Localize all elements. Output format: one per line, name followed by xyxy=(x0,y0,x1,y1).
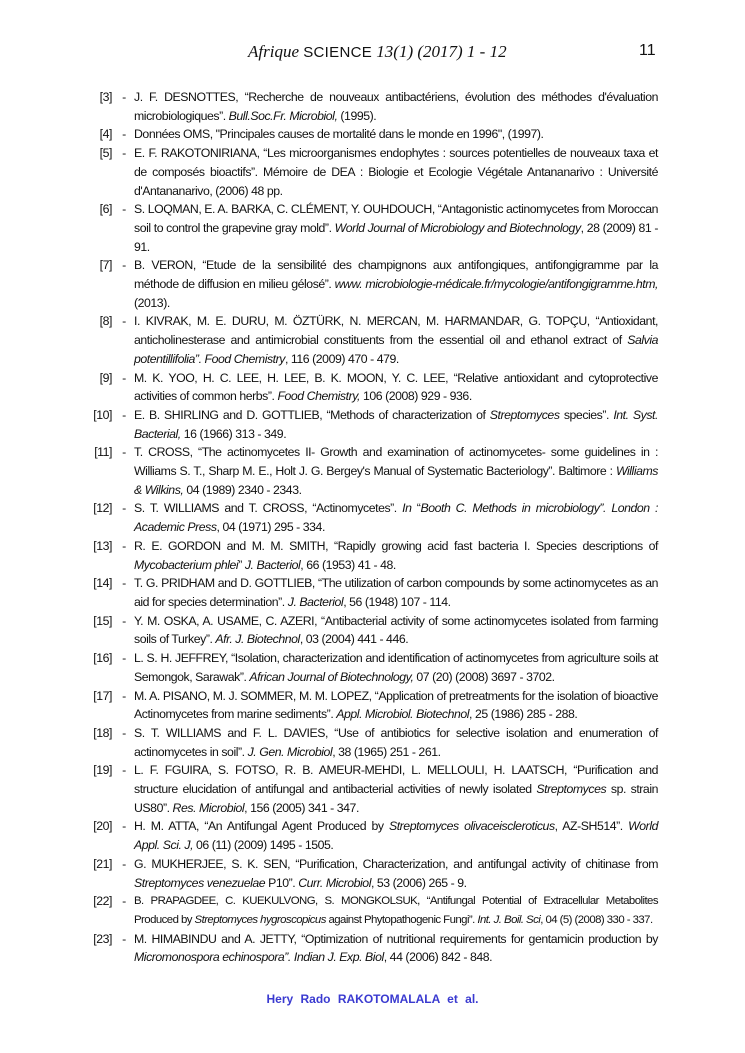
reference-segment: 07 (20) (2008) 3697 - 3702. xyxy=(413,669,555,684)
reference-segment: E. F. RAKOTONIRIANA, “Les microorganismes endophytes : sources potentielles de nouveaux taxa et de composés bioactifs”. Mémoire de DEA : Biologie et Ecologie Végétale Antananarivo : Université d'Antananarivo, (2006) 48 pp. xyxy=(134,146,658,198)
reference-number: [18] xyxy=(93,725,112,740)
reference-italic-segment: Bull.Soc.Fr. Microbiol, xyxy=(228,108,338,123)
reference-segment: R. E. GORDON and M. M. SMITH, “Rapidly growing acid fast bacteria I. Species descriptions of xyxy=(134,538,658,553)
reference-segment: , 116 (2009) 470 - 479. xyxy=(285,351,399,366)
reference-text xyxy=(134,817,658,854)
reference-italic-segment: Mycobacterium phlei xyxy=(134,557,239,572)
reference-item xyxy=(84,930,658,967)
reference-italic-segment: Streptomyces hygroscopicus xyxy=(194,913,326,926)
reference-segment: , 28 (2009) 81 - 91. xyxy=(134,220,658,254)
reference-segment: L. F. FGUIRA, S. FOTSO, R. B. AMEUR-MEHDI, L. MELLOULI, H. LAATSCH, “Purification and structure elucidation of antifungal and antibacterial activities of newly isolated xyxy=(134,763,658,797)
reference-segment: , 04 (5) (2008) 330 - 337. xyxy=(540,913,653,926)
reference-dash: - xyxy=(122,613,126,628)
reference-italic-segment: Int. J. Boil. Sci xyxy=(477,913,541,926)
reference-italic-segment: Williams & Wilkins, xyxy=(134,464,658,497)
journal-name-part: Afrique xyxy=(248,42,299,61)
reference-segment: P10”. xyxy=(265,875,299,890)
journal-title xyxy=(248,42,507,62)
reference-segment: M. K. YOO, H. C. LEE, H. LEE, B. K. MOON, Y. C. LEE, “Relative antioxidant and cytoprotective activities of common herbs”. xyxy=(134,370,658,404)
reference-text xyxy=(134,312,658,368)
reference-number: [4] xyxy=(99,127,112,142)
reference-segment: 06 (11) (2009) 1495 - 1505. xyxy=(193,838,334,853)
reference-number: [8] xyxy=(99,314,112,329)
reference-segment: T. CROSS, “The actinomycetes II- Growth and examination of actinomycetes- some guidelines in : Williams S. T., Sharp M. E., Holt J. G. Bergey's Manual of Systematic Bacteriology”. Baltimore : xyxy=(134,445,658,479)
reference-item xyxy=(84,817,658,854)
reference-segment: S. T. WILLIAMS and F. L. DAVIES, “Use of antibiotics for selective isolation and enumeration of actinomycetes in soil”. xyxy=(134,725,658,759)
reference-number: [14] xyxy=(93,576,112,591)
reference-item xyxy=(84,649,658,686)
reference-segment: S. LOQMAN, E. A. BARKA, C. CLÉMENT, Y. OUHDOUCH, “Antagonistic actinomycetes from Moroccan soil to control the grapevine gray mold”. xyxy=(134,202,658,235)
reference-dash: - xyxy=(122,931,126,946)
reference-text xyxy=(134,406,658,443)
reference-dash: - xyxy=(122,314,126,329)
reference-segment: , 156 (2005) 341 - 347. xyxy=(244,800,359,815)
reference-italic-segment: World Journal of Microbiology and Biotechnology xyxy=(334,220,581,235)
reference-item xyxy=(84,761,658,817)
reference-text xyxy=(134,499,658,536)
reference-text xyxy=(134,892,658,929)
reference-item xyxy=(84,724,658,761)
reference-number: [9] xyxy=(99,370,112,385)
reference-text xyxy=(134,88,658,125)
reference-segment: species”. xyxy=(559,407,614,422)
reference-italic-segment: Streptomyces xyxy=(536,782,607,797)
reference-dash: - xyxy=(122,651,126,666)
reference-number: [13] xyxy=(93,538,112,553)
reference-italic-segment: Salvia potentillifolia”. Food Chemistry xyxy=(134,333,658,366)
reference-item xyxy=(84,200,658,256)
reference-segment: G. MUKHERJEE, S. K. SEN, “Purification, Characterization, and antifungal activity of chitinase from xyxy=(134,856,658,871)
reference-dash: - xyxy=(122,725,126,740)
reference-italic-segment: Food Chemistry, xyxy=(277,389,360,404)
page-header xyxy=(0,42,745,66)
reference-italic-segment: Appl. Microbiol. Biotechnol xyxy=(336,707,470,722)
reference-number: [16] xyxy=(93,651,112,666)
reference-number: [10] xyxy=(93,407,112,422)
reference-segment: Y. M. OSKA, A. USAME, C. AZERI, “Antibacterial activity of some actinomycetes isolated from farming soils of Turkey”. xyxy=(134,613,658,647)
reference-italic-segment: J. Bacteriol xyxy=(287,594,344,609)
reference-text xyxy=(134,369,658,406)
reference-italic-segment: Micromonospora echinospora”. Indian J. Exp. Biol xyxy=(134,950,384,965)
reference-number: [20] xyxy=(93,819,112,834)
reference-segment: 106 (2008) 929 - 936. xyxy=(360,389,472,404)
reference-item xyxy=(84,574,658,611)
reference-text xyxy=(134,612,658,649)
reference-segment: S. T. WILLIAMS and T. CROSS, “Actinomycetes”. xyxy=(134,501,403,516)
reference-segment: , 25 (1986) 285 - 288. xyxy=(469,707,578,722)
reference-italic-segment: www. microbiologie-médicale.fr/mycologie/antifongigramme.htm, xyxy=(334,277,658,292)
reference-segment: Données OMS, "Principales causes de mortalité dans le monde en 1996", (1997). xyxy=(134,127,544,142)
reference-item xyxy=(84,88,658,125)
reference-text xyxy=(134,855,658,892)
reference-item xyxy=(84,312,658,368)
reference-segment: 04 (1989) 2340 - 2343. xyxy=(183,482,302,497)
reference-italic-segment: Streptomyces olivaceiscleroticus xyxy=(388,819,555,834)
reference-dash: - xyxy=(122,688,126,703)
reference-text xyxy=(134,125,658,144)
reference-segment: E. B. SHIRLING and D. GOTTLIEB, “Methods of characterization of xyxy=(134,407,490,422)
reference-italic-segment: J. Gen. Microbiol xyxy=(247,744,333,759)
reference-number: [11] xyxy=(94,445,112,460)
reference-segment: , 03 (2004) 441 - 446. xyxy=(299,632,409,647)
reference-dash: - xyxy=(122,894,126,909)
reference-segment: H. M. ATTA, “An Antifungal Agent Produced by xyxy=(134,819,389,834)
reference-number: [12] xyxy=(93,501,112,516)
reference-number: [23] xyxy=(93,931,112,946)
reference-segment: , 56 (1948) 107 - 114. xyxy=(343,594,451,609)
reference-number: [15] xyxy=(93,613,112,628)
reference-segment: , 38 (1965) 251 - 261. xyxy=(332,744,441,759)
reference-text xyxy=(134,761,658,817)
reference-text xyxy=(134,144,658,200)
reference-segment: , 66 (1953) 41 - 48. xyxy=(300,557,396,572)
reference-segment: sp. strain US80”. xyxy=(134,782,658,815)
reference-dash: - xyxy=(122,501,126,516)
reference-text xyxy=(134,256,658,312)
reference-item xyxy=(84,892,658,929)
reference-number: [22] xyxy=(93,894,112,909)
reference-dash: - xyxy=(122,146,126,161)
reference-text xyxy=(134,649,658,686)
reference-italic-segment: African Journal of Biotechnology, xyxy=(249,669,414,684)
reference-list xyxy=(84,88,658,967)
reference-dash: - xyxy=(122,90,126,104)
reference-dash: - xyxy=(122,258,126,273)
reference-text xyxy=(134,443,658,499)
reference-text xyxy=(134,724,658,761)
reference-italic-segment: J. Bacteriol xyxy=(244,557,301,572)
page-number: 11 xyxy=(639,42,656,59)
reference-item xyxy=(84,369,658,406)
reference-item xyxy=(84,499,658,536)
reference-dash: - xyxy=(122,370,126,385)
reference-dash: - xyxy=(122,202,126,217)
reference-segment: M. HIMABINDU and A. JETTY, “Optimization of nutritional requirements for gentamicin production by xyxy=(134,931,658,946)
reference-text xyxy=(134,537,658,574)
reference-item xyxy=(84,612,658,649)
journal-name-science: SCIENCE xyxy=(303,44,373,61)
reference-item xyxy=(84,537,658,574)
reference-segment: B. VERON, “Etude de la sensibilité des champignons aux antifongiques, antifongigramme par la méthode de diffusion en milieu gélosé”. xyxy=(134,258,658,292)
reference-segment: against Phytopathogenic Fungi”. xyxy=(325,913,478,926)
reference-italic-segment: Res. Microbiol xyxy=(172,800,245,815)
journal-volume: 13(1) (2017) 1 - 12 xyxy=(376,42,507,61)
reference-number: [6] xyxy=(99,202,112,217)
reference-dash: - xyxy=(122,445,126,460)
reference-item xyxy=(84,125,658,144)
reference-italic-segment: Curr. Microbiol xyxy=(298,875,371,890)
reference-dash: - xyxy=(122,538,126,553)
reference-item xyxy=(84,687,658,724)
reference-segment: I. KIVRAK, M. E. DURU, M. ÖZTÜRK, N. MERCAN, M. HARMANDAR, G. TOPÇU, “Antioxidant, anticholinesterase and antimicrobial constituents from the essential oil and ethanol extract of xyxy=(134,314,658,348)
reference-segment: B. PRAPAGDEE, C. KUEKULVONG, S. MONGKOLSUK, “Antifungal Potential of Extracellular Metabolites Produced by xyxy=(134,895,658,926)
reference-italic-segment: Streptomyces xyxy=(489,407,560,422)
reference-segment: , 44 (2006) 842 - 848. xyxy=(383,950,493,965)
reference-dash: - xyxy=(122,819,126,834)
reference-number: [7] xyxy=(99,258,112,273)
reference-item xyxy=(84,144,658,200)
reference-italic-segment: Booth C. Methods in microbiology”. London : Academic Press xyxy=(134,501,658,535)
reference-dash: - xyxy=(122,407,126,422)
reference-segment: , 04 (1971) 295 - 334. xyxy=(216,520,325,535)
footer-authors: Hery Rado RAKOTOMALALA et al. xyxy=(266,992,479,1006)
reference-italic-segment: Int. Syst. Bacterial, xyxy=(134,407,658,441)
reference-segment: “ xyxy=(411,501,421,516)
reference-segment: (1995). xyxy=(337,108,377,123)
reference-text xyxy=(134,574,658,611)
reference-dash: - xyxy=(122,127,126,142)
reference-segment: M. A. PISANO, M. J. SOMMER, M. M. LOPEZ, “Application of pretreatments for the isolation of bioactive Actinomycetes from marine sediments”. xyxy=(134,688,658,722)
reference-number: [3] xyxy=(99,90,112,104)
reference-number: [21] xyxy=(93,856,112,871)
reference-segment: , 53 (2006) 265 - 9. xyxy=(370,875,467,890)
reference-text xyxy=(134,930,658,967)
reference-segment: L. S. H. JEFFREY, “Isolation, characterization and identification of actinomycetes from agriculture soils at Semongok, Sarawak”. xyxy=(134,651,658,684)
reference-dash: - xyxy=(122,576,126,591)
reference-item xyxy=(84,443,658,499)
reference-italic-segment: Afr. J. Biotechnol xyxy=(215,632,300,647)
reference-dash: - xyxy=(122,763,126,778)
reference-segment: 16 (1966) 313 - 349. xyxy=(180,426,287,441)
reference-item xyxy=(84,855,658,892)
reference-italic-segment: World Appl. Sci. J, xyxy=(134,819,658,853)
reference-italic-segment: Streptomyces venezuelae xyxy=(134,875,266,890)
reference-segment: ” xyxy=(238,557,245,572)
reference-dash: - xyxy=(122,856,126,871)
reference-segment: J. F. DESNOTTES, “Recherche de nouveaux antibactériens, évolution des méthodes d'évaluation microbiologiques”. xyxy=(134,90,658,123)
reference-number: [19] xyxy=(93,763,112,778)
reference-text xyxy=(134,687,658,724)
reference-segment: T. G. PRIDHAM and D. GOTTLIEB, “The utilization of carbon compounds by some actinomycetes as an aid for species determination”. xyxy=(134,576,658,609)
reference-text xyxy=(134,200,658,256)
reference-item xyxy=(84,406,658,443)
reference-number: [17] xyxy=(93,688,112,703)
reference-segment: (2013). xyxy=(134,295,170,310)
reference-number: [5] xyxy=(99,146,112,161)
reference-italic-segment: In xyxy=(402,501,412,516)
reference-segment: , AZ-SH514”. xyxy=(554,819,629,834)
reference-item xyxy=(84,256,658,312)
